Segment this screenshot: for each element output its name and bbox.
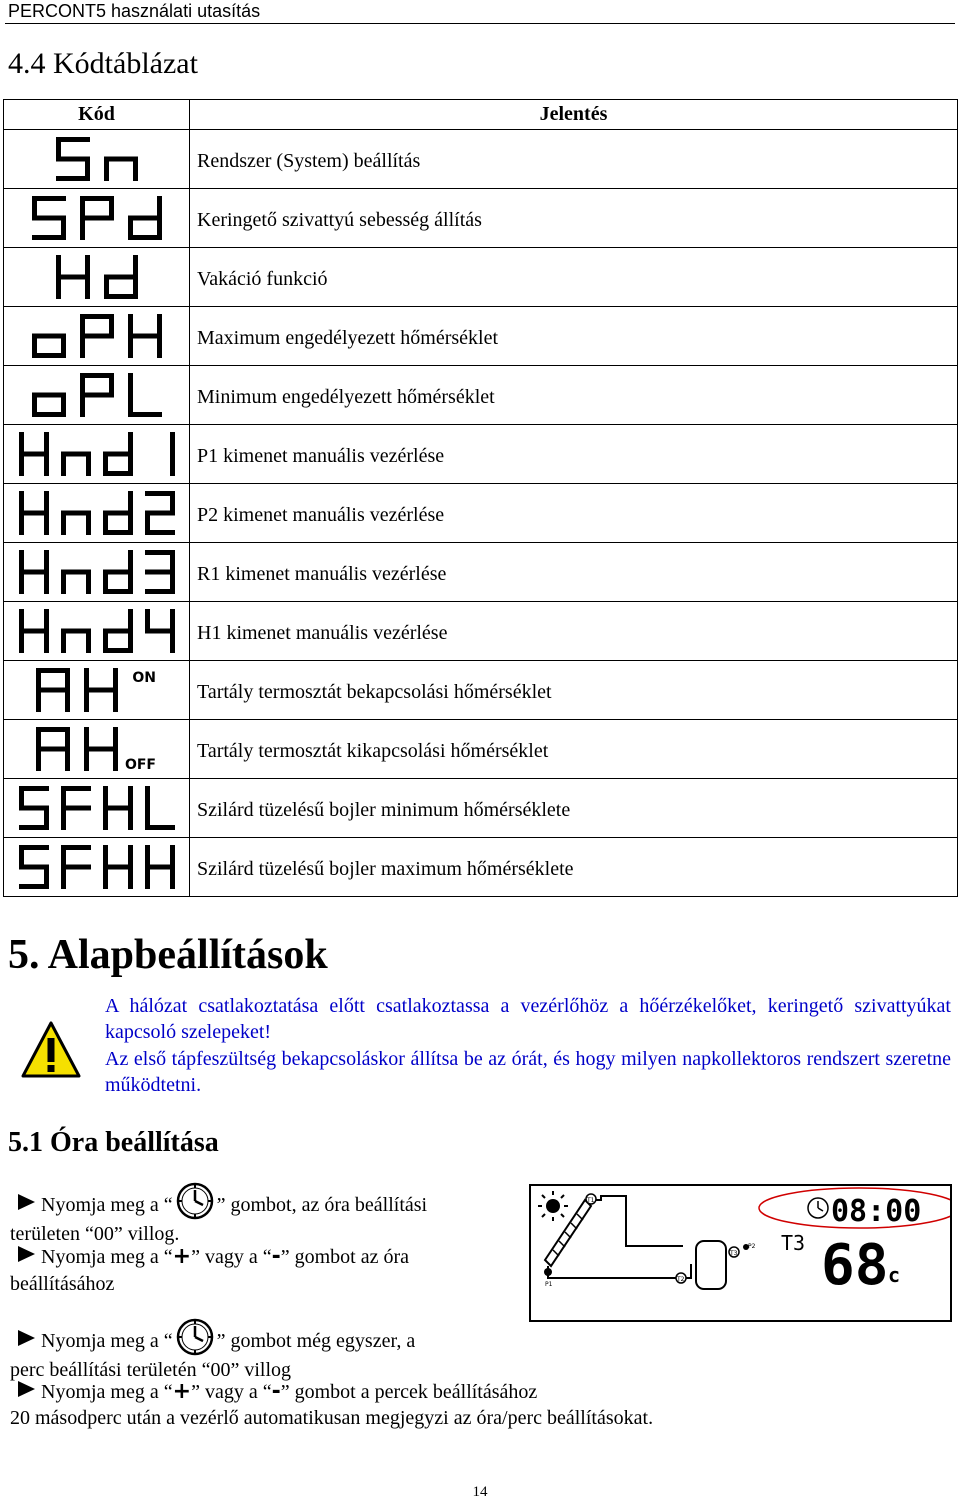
code-symbol-cell <box>4 543 190 602</box>
warning-icon <box>20 1020 82 1080</box>
step-1: Nyomja meg a “ ” gombot, az óra beállítási területen “00” villog. <box>10 1181 427 1248</box>
code-symbol-cell <box>4 366 190 425</box>
seven-segment-code-hnd2 <box>19 491 175 535</box>
plus-button-icon: + <box>172 1379 192 1404</box>
page-number: 14 <box>472 1484 488 1500</box>
lcd-display-illustration <box>529 1184 952 1322</box>
bullet-triangle-icon <box>18 1246 35 1262</box>
code-symbol-cell <box>4 779 190 838</box>
svg-text:T3: T3 <box>730 1250 738 1257</box>
code-table-row <box>4 484 958 543</box>
code-meaning-cell: Rendszer (System) beállítás <box>190 130 958 189</box>
code-table-row <box>4 189 958 248</box>
svg-text:P2: P2 <box>748 1243 756 1250</box>
storage-tank-icon <box>696 1241 726 1289</box>
meaning-column-header: Jelentés <box>190 100 958 130</box>
code-symbol-cell <box>4 425 190 484</box>
code-meaning-cell: H1 kimenet manuális vezérlése <box>190 602 958 661</box>
sensor-t3-icon <box>729 1247 739 1257</box>
lcd-sensor-label: T3 <box>781 1231 806 1255</box>
code-table-row <box>4 130 958 189</box>
seven-segment-code-ah <box>36 668 158 712</box>
code-meaning-cell: Maximum engedélyezett hőmérséklet <box>190 307 958 366</box>
lcd-clock-icon <box>808 1198 828 1218</box>
seven-segment-code-ah <box>36 727 158 771</box>
code-symbol-cell <box>4 484 190 543</box>
bullet-triangle-icon <box>18 1381 35 1397</box>
lcd-unit: c <box>888 1263 901 1287</box>
code-meaning-cell: Tartály termosztát bekapcsolási hőmérséklet <box>190 661 958 720</box>
svg-text:T2: T2 <box>677 1276 685 1283</box>
seven-segment-code-spd <box>32 196 162 240</box>
section-5-1-title: 5.1 Óra beállítása <box>8 1127 219 1158</box>
seven-segment-code-opl <box>32 373 162 417</box>
bullet-triangle-icon <box>18 1330 35 1346</box>
sun-icon <box>538 1191 568 1221</box>
code-symbol-cell <box>4 838 190 897</box>
seven-segment-code-sn <box>56 137 138 181</box>
pump-p2-icon <box>743 1243 756 1250</box>
code-meaning-cell: Tartály termosztát kikapcsolási hőmérséklet <box>190 720 958 779</box>
code-table-row <box>4 661 958 720</box>
code-column-header: Kód <box>4 100 190 130</box>
lcd-time: 08:00 <box>831 1194 922 1229</box>
clock-button-icon <box>173 1317 217 1357</box>
code-table-row <box>4 366 958 425</box>
lcd-diagram <box>531 1186 950 1320</box>
code-table-row <box>4 779 958 838</box>
code-state-tag: OFF <box>124 757 156 771</box>
code-table-row <box>4 602 958 661</box>
seven-segment-code-oph <box>32 314 162 358</box>
minus-button-icon: - <box>271 1244 281 1269</box>
code-table <box>3 99 958 897</box>
notice-text-2: Az első tápfeszültség bekapcsoláskor állítsa be az órát, és hogy milyen napkollektoros rendszert szeretne működtetni. <box>105 1048 951 1096</box>
lcd-temperature: 68 <box>821 1233 889 1298</box>
code-meaning-cell: Szilárd tüzelésű bojler minimum hőmérséklete <box>190 779 958 838</box>
code-state-tag: ON <box>131 670 156 686</box>
code-table-row <box>4 838 958 897</box>
code-symbol-cell <box>4 248 190 307</box>
plus-button-icon: + <box>172 1244 192 1269</box>
notice-text-1: A hálózat csatlakoztatása előtt csatlakoztassa a vezérlőhöz a hőérzékelőket, keringető szivattyúkat kapcsoló szelepeket! <box>105 995 951 1043</box>
svg-text:P1: P1 <box>545 1281 553 1288</box>
header-divider <box>5 23 955 24</box>
code-meaning-cell: Minimum engedélyezett hőmérséklet <box>190 366 958 425</box>
code-meaning-cell: Keringető szivattyú sebesség állítás <box>190 189 958 248</box>
seven-segment-code-hd <box>56 255 138 299</box>
document-header: PERCONT5 használati utasítás <box>8 1 261 21</box>
code-table-row <box>4 425 958 484</box>
step-3: Nyomja meg a “ ” gombot még egyszer, a perc beállítási területén “00” villog <box>10 1317 415 1384</box>
svg-text:T1: T1 <box>587 1197 595 1204</box>
code-meaning-cell: R1 kimenet manuális vezérlése <box>190 543 958 602</box>
code-meaning-cell: Szilárd tüzelésű bojler maximum hőmérséklete <box>190 838 958 897</box>
seven-segment-code-hnd4 <box>19 609 175 653</box>
final-note: 20 másodperc után a vezérlő automatikusan megjegyzi az óra/perc beállításokat. <box>10 1407 654 1429</box>
sensor-t2-icon <box>676 1273 686 1283</box>
code-symbol-cell <box>4 720 190 779</box>
minus-button-icon: - <box>271 1379 281 1404</box>
seven-segment-code-sfhl <box>19 786 175 830</box>
code-symbol-cell <box>4 189 190 248</box>
code-meaning-cell: P2 kimenet manuális vezérlése <box>190 484 958 543</box>
bullet-triangle-icon <box>18 1194 35 1210</box>
section-5-title: 5. Alapbeállítások <box>8 932 328 978</box>
seven-segment-code-hnd1 <box>19 432 175 476</box>
code-table-row <box>4 248 958 307</box>
seven-segment-code-sfhh <box>19 845 175 889</box>
seven-segment-code-hnd3 <box>19 550 175 594</box>
step-2: Nyomja meg a “+” vagy a “-” gombot az óra beállításához <box>10 1244 409 1295</box>
code-symbol-cell <box>4 130 190 189</box>
code-symbol-cell <box>4 307 190 366</box>
code-meaning-cell: Vakáció funkció <box>190 248 958 307</box>
code-meaning-cell: P1 kimenet manuális vezérlése <box>190 425 958 484</box>
code-table-row <box>4 543 958 602</box>
code-table-header <box>4 100 958 130</box>
clock-button-icon <box>173 1181 217 1221</box>
step-4: Nyomja meg a “+” vagy a “-” gombot a percek beállításához <box>10 1378 537 1406</box>
code-symbol-cell <box>4 602 190 661</box>
code-table-row <box>4 720 958 779</box>
code-table-row <box>4 307 958 366</box>
section-4-4-title: 4.4 Kódtáblázat <box>8 47 198 80</box>
sensor-t1-icon <box>586 1194 596 1204</box>
code-symbol-cell <box>4 661 190 720</box>
